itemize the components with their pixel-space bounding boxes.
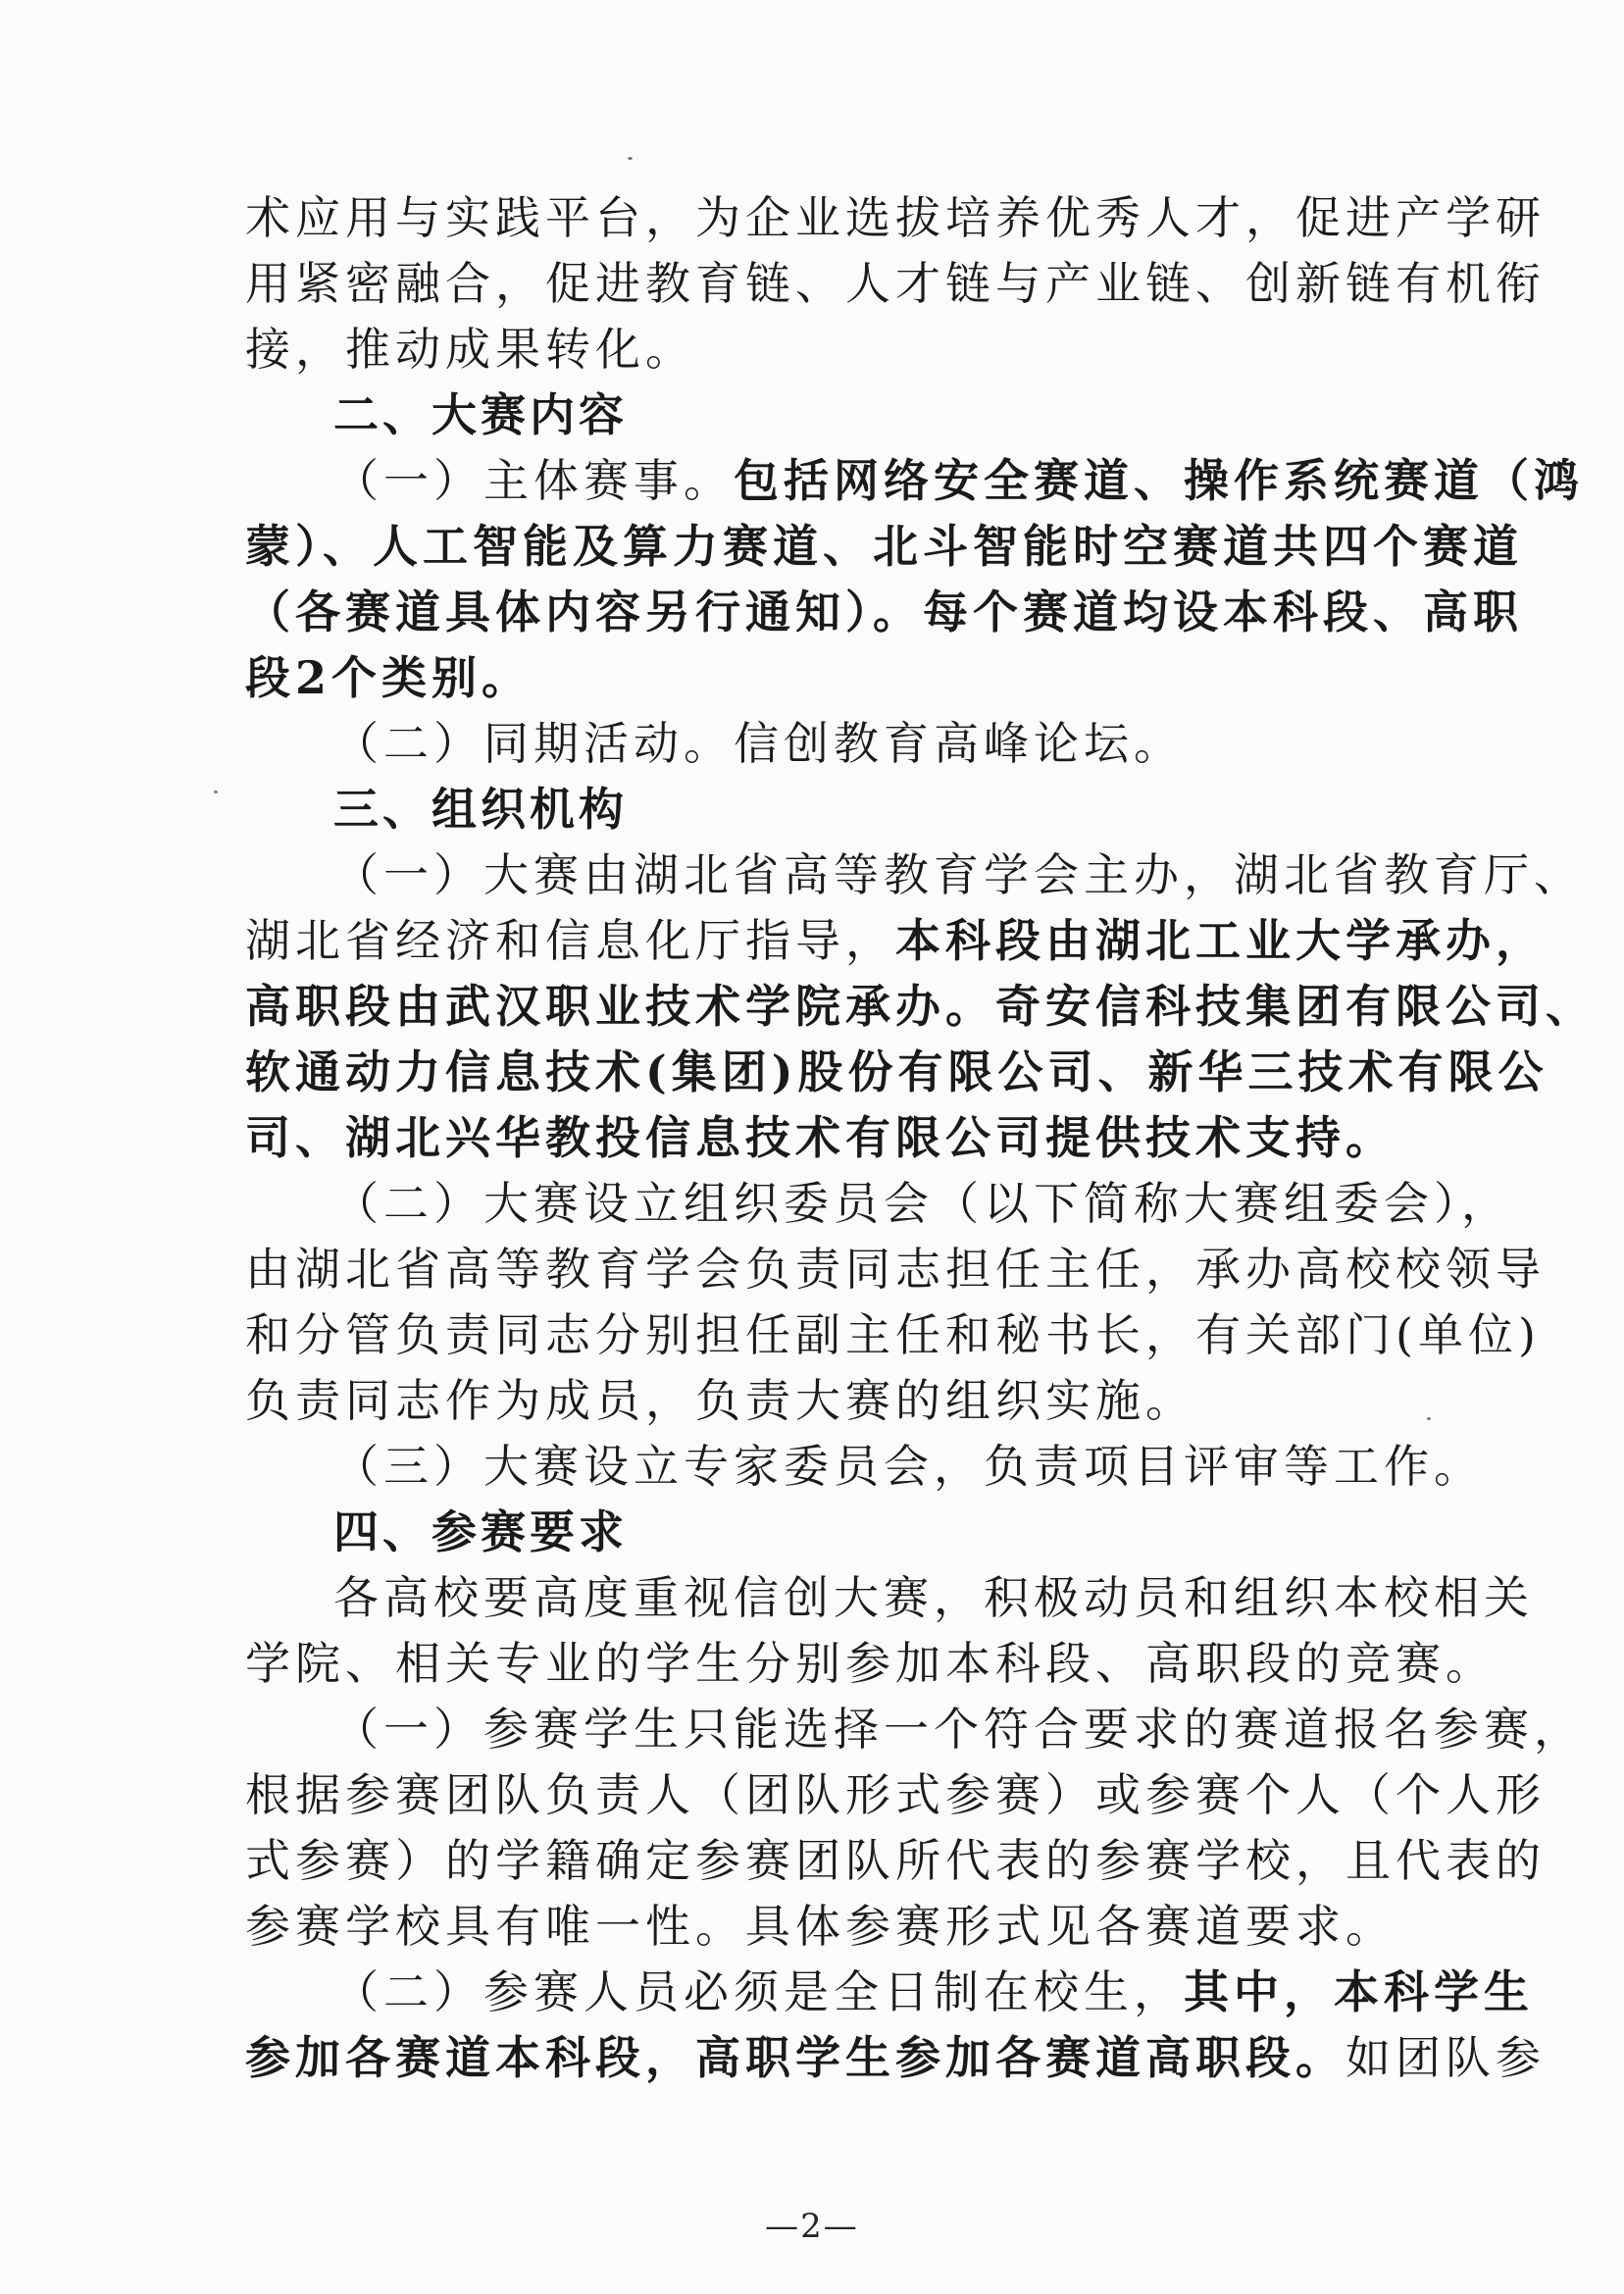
scan-speck: [214, 790, 218, 793]
section-heading: 四、参赛要求: [333, 1505, 628, 1558]
text-line: 用紧密融合，促进教育链、人才链与产业链、创新链有机衔: [245, 257, 1546, 310]
text-line: （二）大赛设立组织委员会（以下简称大赛组委会），: [333, 1177, 1511, 1230]
text-line: 司、湖北兴华教投信息技术有限公司提供技术支持。: [245, 1111, 1396, 1164]
text-line: 高职段由武汉职业技术学院承办。奇安信科技集团有限公司、: [245, 980, 1596, 1033]
text-line: 蒙）、人工智能及算力赛道、北斗智能时空赛道共四个赛道: [245, 520, 1523, 573]
text-line: 段2个类别。: [245, 651, 533, 704]
text-line: 和分管负责同志分别担任副主任和秘书长，有关部门(单位): [245, 1308, 1541, 1361]
section-heading: 二、大赛内容: [333, 388, 628, 441]
text-line: 湖北省经济和信息化厅指导，本科段由湖北工业大学承办，: [245, 914, 1546, 967]
text-line: 参赛学校具有唯一性。具体参赛形式见各赛道要求。: [245, 1900, 1396, 1953]
text-line: 术应用与实践平台，为企业选拔培养优秀人才，促进产学研: [245, 191, 1546, 244]
text-line: （一）参赛学生只能选择一个符合要求的赛道报名参赛，: [333, 1703, 1584, 1756]
text-line: 根据参赛团队负责人（团队形式参赛）或参赛个人（个人形: [245, 1768, 1546, 1821]
scan-speck: [1427, 1417, 1431, 1420]
page-number: —2—: [765, 2207, 859, 2246]
text-line: （三）大赛设立专家委员会，负责项目评审等工作。: [333, 1440, 1484, 1493]
text-line: 各高校要高度重视信创大赛，积极动员和组织本校相关: [333, 1571, 1534, 1624]
text-line: （二）参赛人员必须是全日制在校生，其中，本科学生: [333, 1965, 1534, 2018]
scan-speck: [628, 157, 633, 160]
text-line: （一）主体赛事。包括网络安全赛道、操作系统赛道（鸿: [333, 454, 1584, 507]
text-line: （二）同期活动。信创教育高峰论坛。: [333, 717, 1184, 770]
text-line: 式参赛）的学籍确定参赛团队所代表的参赛学校，且代表的: [245, 1834, 1546, 1887]
text-line: 由湖北省高等教育学会负责同志担任主任，承办高校校领导: [245, 1243, 1546, 1296]
text-line: （一）大赛由湖北省高等教育学会主办，湖北省教育厅、: [333, 848, 1584, 901]
text-line: 软通动力信息技术(集团)股份有限公司、新华三技术有限公: [245, 1045, 1548, 1098]
text-line: 负责同志作为成员，负责大赛的组织实施。: [245, 1374, 1195, 1427]
text-line: 参加各赛道本科段，高职学生参加各赛道高职段。如团队参: [245, 2031, 1546, 2084]
text-line: 接，推动成果转化。: [245, 323, 695, 376]
text-line: 学院、相关专业的学生分别参加本科段、高职段的竞赛。: [245, 1637, 1496, 1690]
text-line: （各赛道具体内容另行通知）。每个赛道均设本科段、高职: [245, 586, 1523, 638]
section-heading: 三、组织机构: [333, 783, 628, 836]
